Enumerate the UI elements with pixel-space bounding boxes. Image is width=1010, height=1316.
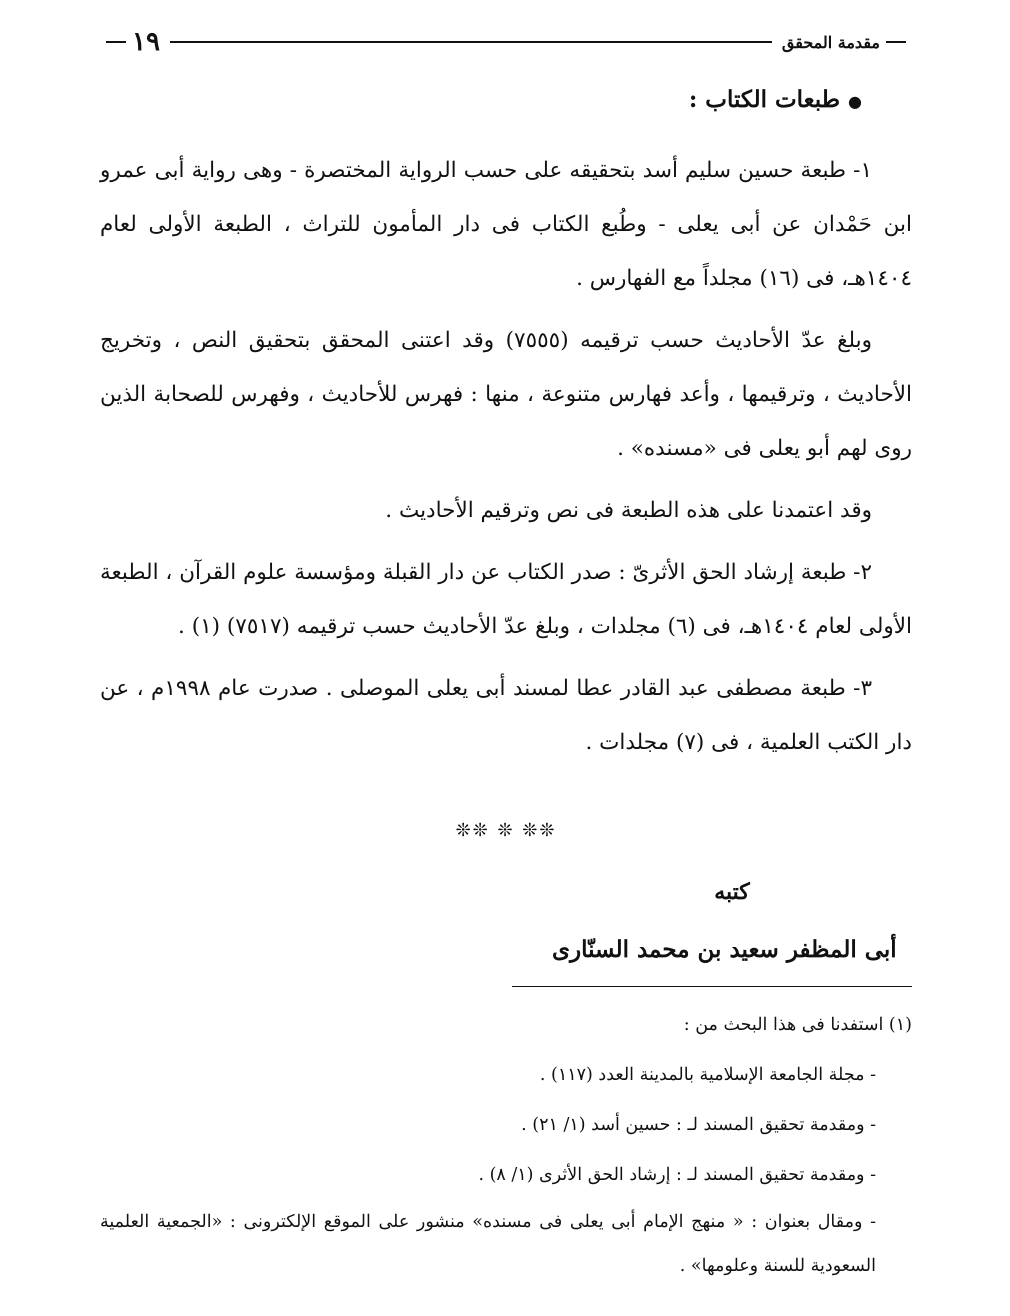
page-number: ١٩ bbox=[132, 27, 160, 57]
footnote-item: - ومقال بعنوان : « منهج الإمام أبى يعلى فى مسنده» منشور على الموقع الإلكترونى : «الجمعية العلمية السعودية للسنة وعلومها» . bbox=[100, 1212, 876, 1276]
paragraph-edition-1-details: وبلغ عدّ الأحاديث حسب ترقيمه (٧٥٥٥) وقد اعتنى المحقق بتحقيق النص ، وتخريج الأحاديث ، وترقيمها ، وأعد فهارس متنوعة ، منها : فهرس للأحاديث ، وفهرس للصحابة الذين روى لهم أبو يعلى فى «مسنده» . bbox=[100, 328, 912, 461]
footnote-rule bbox=[512, 986, 912, 987]
section-heading bbox=[100, 80, 862, 122]
section-heading-text: طبعات الكتاب : bbox=[688, 86, 841, 113]
signature-block bbox=[552, 877, 912, 967]
footnote-item: - مجلة الجامعة الإسلامية بالمدينة العدد (١١٧) . bbox=[539, 1065, 876, 1085]
section-separator: ❊❊ ❊ ❊❊ bbox=[455, 820, 557, 841]
paragraph-reliance: وقد اعتمدنا على هذه الطبعة فى نص وترقيم الأحاديث . bbox=[385, 498, 872, 523]
paragraph-edition-3: ٣- طبعة مصطفى عبد القادر عطا لمسند أبى يعلى الموصلى . صدرت عام ١٩٩٨م ، عن دار الكتب العلمية ، فى (٧) مجلدات . bbox=[100, 676, 912, 755]
footnote-item: - ومقدمة تحقيق المسند لـ : إرشاد الحق الأثرى (١/ ٨) . bbox=[478, 1165, 876, 1185]
footnote-item: - ومقدمة تحقيق المسند لـ : حسين أسد (١/ ٢١) . bbox=[521, 1115, 876, 1135]
page bbox=[100, 0, 912, 1316]
header-dash bbox=[106, 41, 126, 43]
footnotes bbox=[100, 1000, 912, 1288]
page-header bbox=[100, 22, 912, 62]
signature-name: أبى المظفر سعيد بن محمد السنّارى bbox=[552, 936, 897, 963]
paragraph-edition-2: ٢- طبعة إرشاد الحق الأثرىّ : صدر الكتاب عن دار القبلة ومؤسسة علوم القرآن ، الطبعة الأولى لعام ١٤٠٤هـ، فى (٦) مجلدات ، وبلغ عدّ الأحاديث حسب ترقيمه (٧٥١٧) (١) . bbox=[100, 560, 912, 639]
header-dash bbox=[886, 41, 906, 43]
bullet-icon: ● bbox=[848, 92, 862, 111]
main-text bbox=[100, 80, 912, 967]
signature-label: كتبه bbox=[714, 879, 750, 905]
header-rule bbox=[170, 41, 772, 43]
paragraph-edition-1: ١- طبعة حسين سليم أسد بتحقيقه على حسب الرواية المختصرة - وهى رواية أبى عمرو ابن حَمْدان عن أبى يعلى - وطُبع الكتاب فى دار المأمون للتراث ، الطبعة الأولى لعام ١٤٠٤هـ، فى (١٦) مجلداً مع الفهارس . bbox=[100, 158, 912, 291]
running-title: مقدمة المحقق bbox=[781, 32, 880, 52]
footnote-intro: (١) استفدنا فى هذا البحث من : bbox=[683, 1015, 912, 1035]
